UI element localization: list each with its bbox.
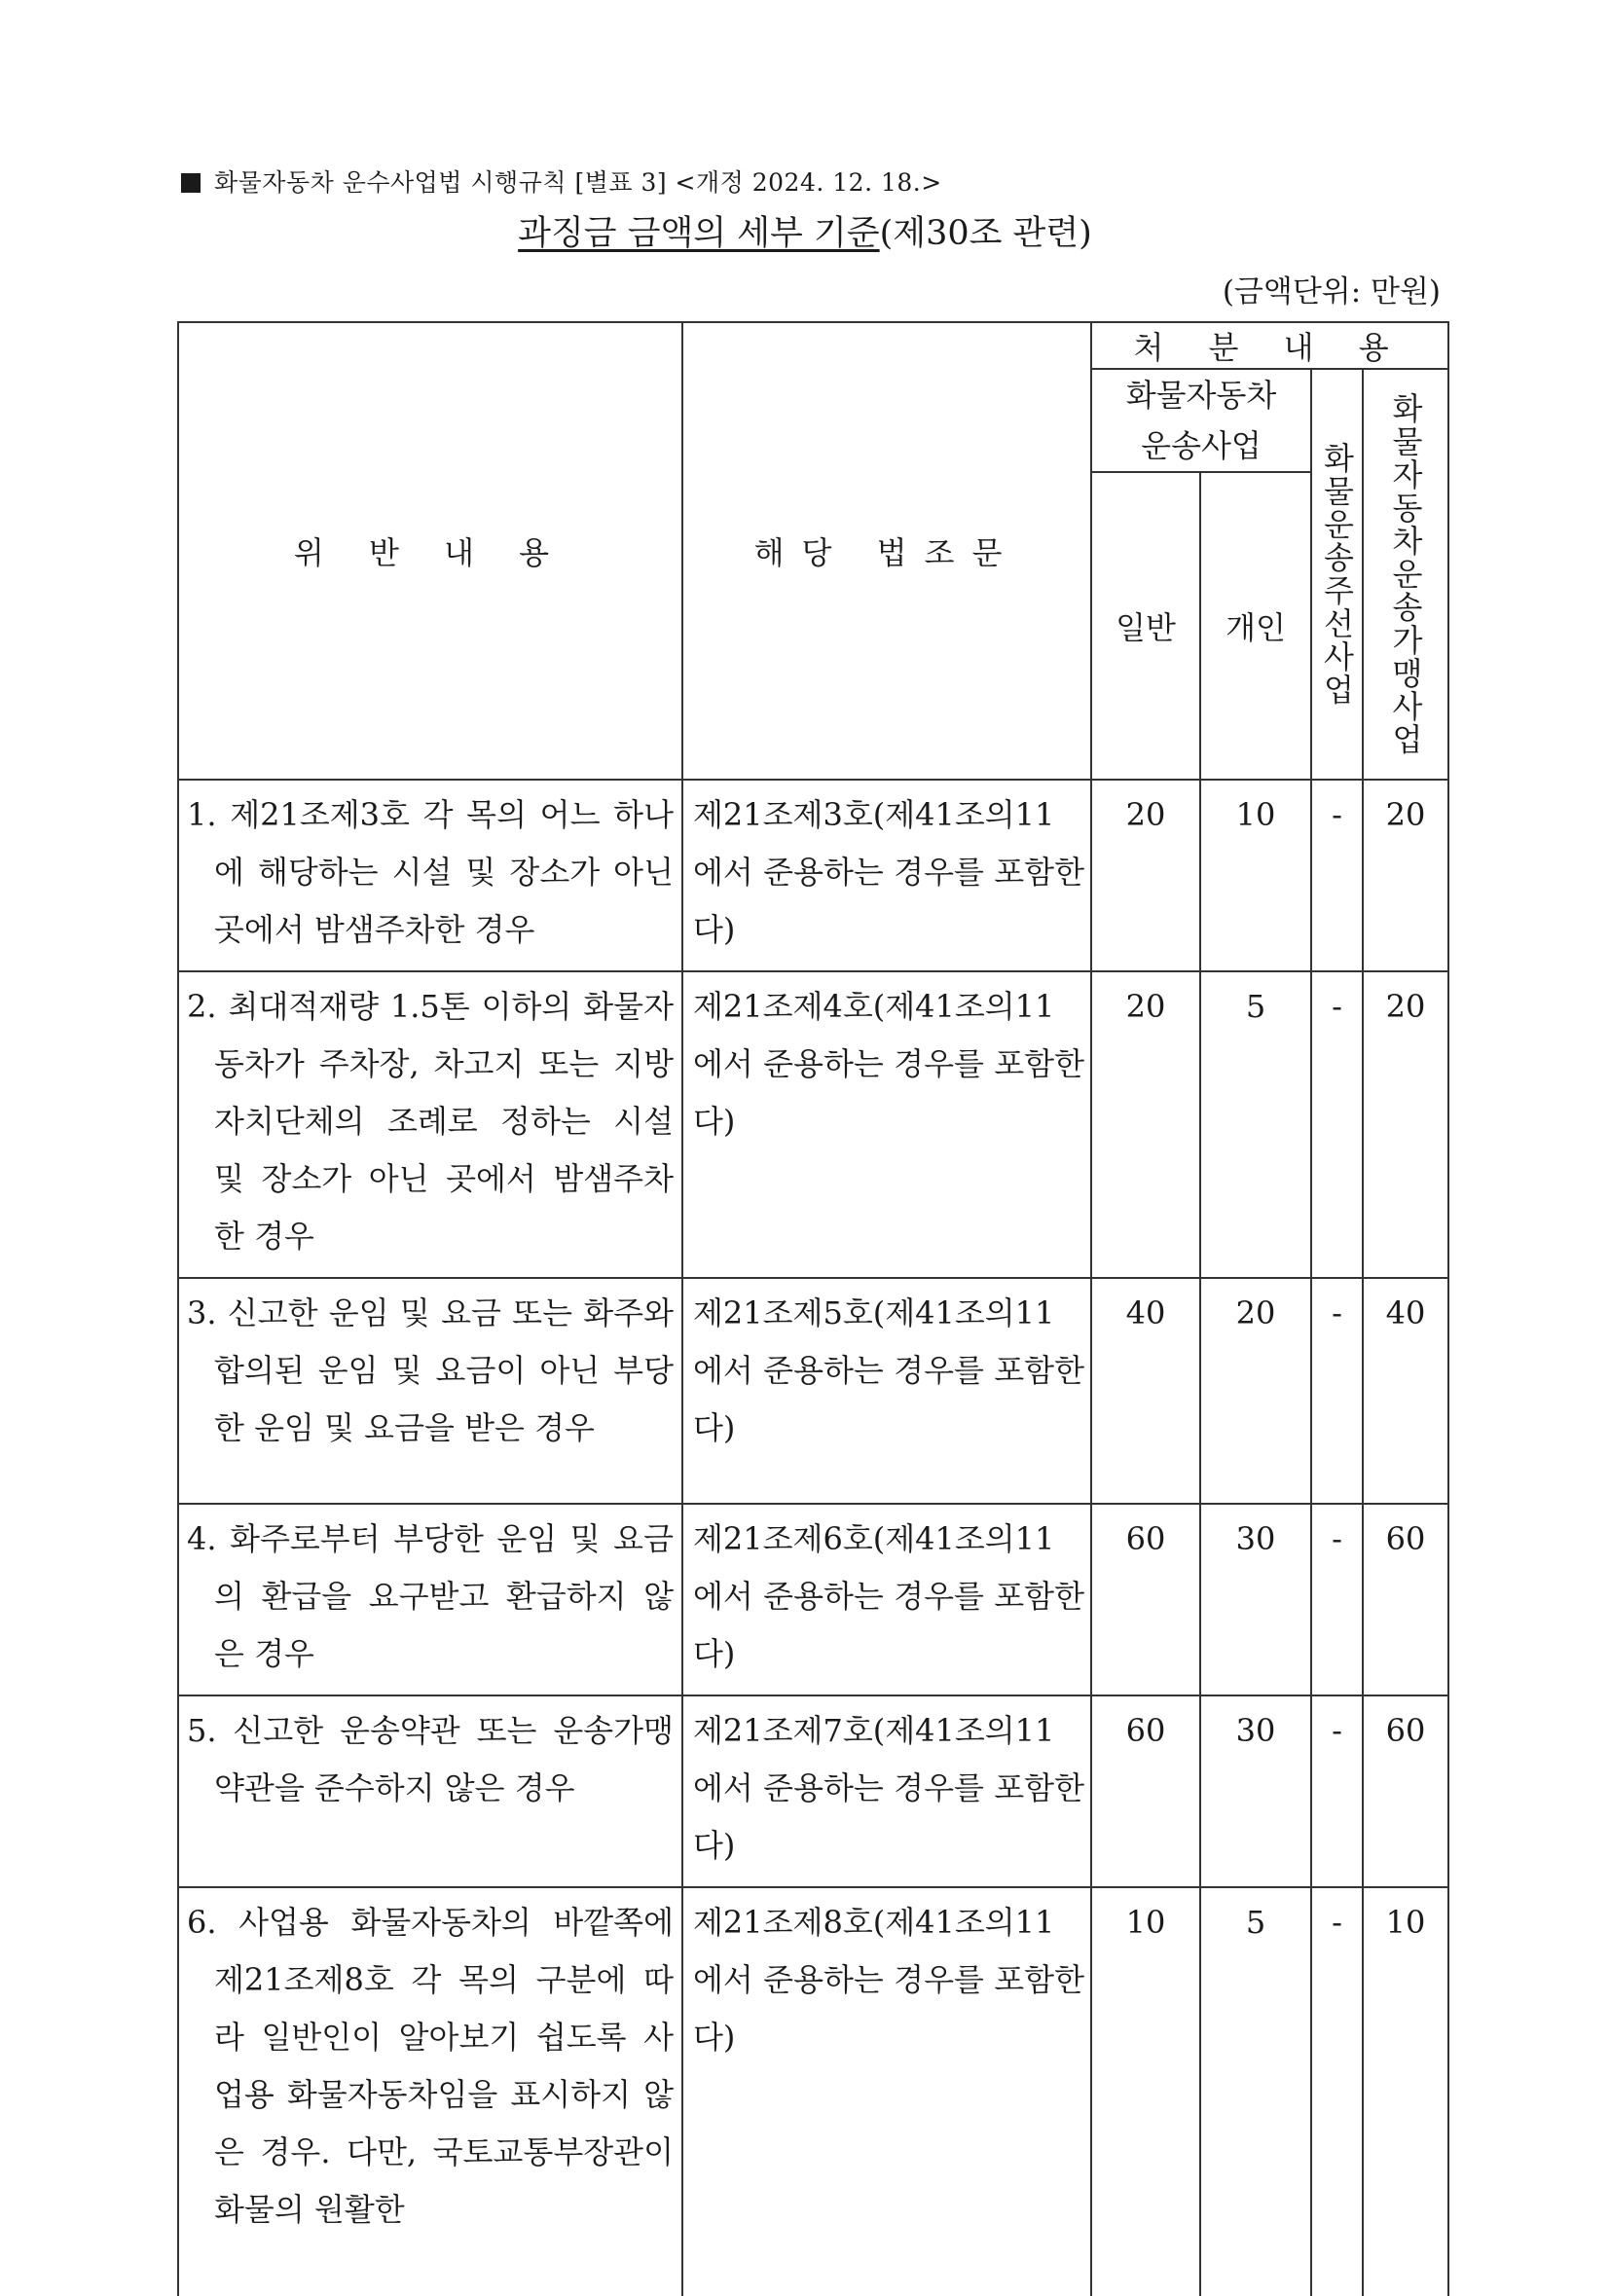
law-reference-text: 화물자동차 운수사업법 시행규칙 [별표 3] <개정 2024. 12. 18.> (214, 168, 942, 197)
article-cell: 제21조제7호(제41조의11에서 준용하는 경우를 포함한다) (682, 1695, 1091, 1887)
penalty-table (177, 321, 1449, 2296)
table-row (178, 1887, 1448, 2296)
amount-general: 20 (1091, 971, 1200, 1278)
amount-forwarding: - (1311, 1504, 1363, 1695)
table-row (178, 780, 1448, 971)
amount-forwarding: - (1311, 1278, 1363, 1504)
amount-franchise: 10 (1363, 1887, 1448, 2296)
amount-forwarding: - (1311, 780, 1363, 971)
article-cell: 제21조제6호(제41조의11에서 준용하는 경우를 포함한다) (682, 1504, 1091, 1695)
header-violation: 위 반 내 용 (178, 322, 682, 780)
violation-cell: 4. 화주로부터 부당한 운임 및 요금의 환급을 요구받고 환급하지 않은 경우 (178, 1504, 682, 1695)
title-suffix: (제30조 관련) (879, 214, 1092, 253)
header-individual: 개인 (1200, 472, 1311, 780)
title-main: 과징금 금액의 세부 기준 (518, 214, 880, 253)
article-cell: 제21조제3호(제41조의11에서 준용하는 경우를 포함한다) (682, 780, 1091, 971)
amount-general: 60 (1091, 1504, 1200, 1695)
unit-note: (금액단위: 만원) (1222, 274, 1441, 310)
violation-cell: 6. 사업용 화물자동차의 바깥쪽에 제21조제8호 각 목의 구분에 따라 일반인이 알아보기 쉽도록 사업용 화물자동차임을 표시하지 않은 경우. 다만, 국토교통부장관이 화물의 원활한 (178, 1887, 682, 2296)
square-bullet-icon (181, 173, 201, 193)
violation-cell: 1. 제21조제3호 각 목의 어느 하나에 해당하는 시설 및 장소가 아닌 곳에서 밤샘주차한 경우 (178, 780, 682, 971)
amount-forwarding: - (1311, 1887, 1363, 2296)
law-reference (181, 164, 942, 199)
header-transport-business: 화물자동차 운송사업 (1091, 369, 1311, 472)
penalty-table-wrap (177, 321, 1447, 2228)
header-forwarding: 화물운송주선사업 (1311, 369, 1363, 780)
amount-individual: 5 (1200, 971, 1311, 1278)
header-general: 일반 (1091, 472, 1200, 780)
document-title (0, 206, 1610, 255)
table-row (178, 1504, 1448, 1695)
article-cell: 제21조제4호(제41조의11에서 준용하는 경우를 포함한다) (682, 971, 1091, 1278)
amount-franchise: 20 (1363, 780, 1448, 971)
amount-franchise: 60 (1363, 1695, 1448, 1887)
amount-franchise: 60 (1363, 1504, 1448, 1695)
header-disposition: 처 분 내 용 (1091, 322, 1448, 369)
article-cell: 제21조제8호(제41조의11에서 준용하는 경우를 포함한다) (682, 1887, 1091, 2296)
amount-individual: 30 (1200, 1695, 1311, 1887)
amount-general: 20 (1091, 780, 1200, 971)
amount-individual: 20 (1200, 1278, 1311, 1504)
amount-franchise: 40 (1363, 1278, 1448, 1504)
amount-individual: 10 (1200, 780, 1311, 971)
amount-general: 40 (1091, 1278, 1200, 1504)
amount-franchise: 20 (1363, 971, 1448, 1278)
article-cell: 제21조제5호(제41조의11에서 준용하는 경우를 포함한다) (682, 1278, 1091, 1504)
amount-forwarding: - (1311, 1695, 1363, 1887)
violation-cell: 3. 신고한 운임 및 요금 또는 화주와 합의된 운임 및 요금이 아닌 부당한 운임 및 요금을 받은 경우 (178, 1278, 682, 1504)
header-article: 해당 법조문 (682, 322, 1091, 780)
amount-individual: 5 (1200, 1887, 1311, 2296)
header-franchise: 화물자동차운송가맹사업 (1363, 369, 1448, 780)
amount-general: 10 (1091, 1887, 1200, 2296)
amount-general: 60 (1091, 1695, 1200, 1887)
table-row (178, 971, 1448, 1278)
amount-individual: 30 (1200, 1504, 1311, 1695)
violation-cell: 5. 신고한 운송약관 또는 운송가맹약관을 준수하지 않은 경우 (178, 1695, 682, 1887)
table-row (178, 1278, 1448, 1504)
table-row (178, 1695, 1448, 1887)
amount-forwarding: - (1311, 971, 1363, 1278)
violation-cell: 2. 최대적재량 1.5톤 이하의 화물자동차가 주차장, 차고지 또는 지방자치단체의 조례로 정하는 시설 및 장소가 아닌 곳에서 밤샘주차한 경우 (178, 971, 682, 1278)
